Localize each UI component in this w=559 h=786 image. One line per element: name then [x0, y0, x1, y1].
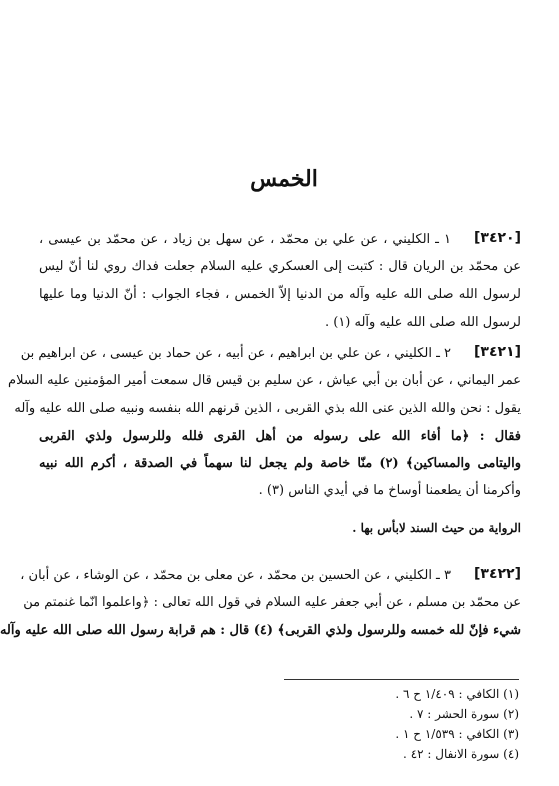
- entry-line: عن محمّد بن الريان قال : كتبت إلى العسكري عليه السلام جعلت فداك روي لنا أنّ ليس: [39, 259, 521, 274]
- section-title: الخمس: [250, 166, 318, 192]
- footnote-divider: [284, 679, 519, 680]
- chain-assessment-note: الرواية من حيث السند لابأس بها .: [352, 521, 521, 535]
- entry-line: واليتامى والمساكين﴾ (٢) منّا خاصة ولم يجعل لنا سهماً في الصدقة ، أكرم الله نبيه: [39, 456, 521, 471]
- footnote: (٤) سورة الانفال : ٤٢ .: [403, 747, 519, 761]
- entry-number: [٣٤٢١]: [474, 344, 521, 360]
- hadith-entry-3421: [8, 344, 521, 544]
- entry-line: فقال : ﴿ما أفاء الله على رسوله من أهل القرى فلله وللرسول ولذي القربى: [39, 429, 521, 444]
- entry-line: عمر اليماني ، عن أبان بن أبي عياش ، عن سليم بن قيس قال سمعت أمير المؤمنين عليه السلام: [8, 373, 521, 388]
- entry-line: يقول : نحن والله الذين عنى الله بذي القربى ، الذين قرنهم الله بنفسه ونبيه صلى الله عليه وآله: [14, 401, 521, 416]
- footnote: (١) الكافي : ١/٤٠٩ ح ٦ .: [395, 687, 519, 701]
- entry-number: [٣٤٢٢]: [474, 566, 521, 582]
- entry-line: ١ ـ الكليني ، عن علي بن محمّد ، عن سهل بن زياد ، عن محمّد بن عيسى ،: [39, 232, 451, 247]
- hadith-entry-3420: [39, 230, 521, 350]
- entry-line: ٣ ـ الكليني ، عن الحسين بن محمّد ، عن معلى بن محمّد ، عن الوشاء ، عن أبان ،: [20, 568, 451, 583]
- entry-line: عن محمّد بن مسلم ، عن أبي جعفر عليه السلام في قول الله تعالى : ﴿واعلموا انّما غنمتم من: [23, 595, 521, 610]
- entry-line: وأكرمنا أن يطعمنا أوساخ ما في أيدي الناس (٣) .: [258, 483, 521, 498]
- entry-line: ٢ ـ الكليني ، عن علي بن ابراهيم ، عن أبيه ، عن حماد بن عيسى ، عن ابراهيم بن: [20, 346, 451, 361]
- entry-number: [٣٤٢٠]: [474, 230, 521, 246]
- hadith-entry-3422: [0, 566, 521, 656]
- entry-line: لرسول الله صلى الله عليه وآله (١) .: [324, 315, 521, 330]
- entry-line: شيء فإنّ لله خمسه وللرسول ولذي القربى﴾ (٤) قال : هم قرابة رسول الله صلى الله عليه وآله: [0, 623, 521, 638]
- entry-line: لرسول الله صلى الله عليه وآله من الدنيا إلاّ الخمس ، فجاء الجواب : أنّ الدنيا وما عليها: [39, 287, 521, 302]
- footnote: (٢) سورة الحشر : ٧ .: [409, 707, 519, 721]
- footnote: (٣) الكافي : ١/٥٣٩ ح ١ .: [395, 727, 519, 741]
